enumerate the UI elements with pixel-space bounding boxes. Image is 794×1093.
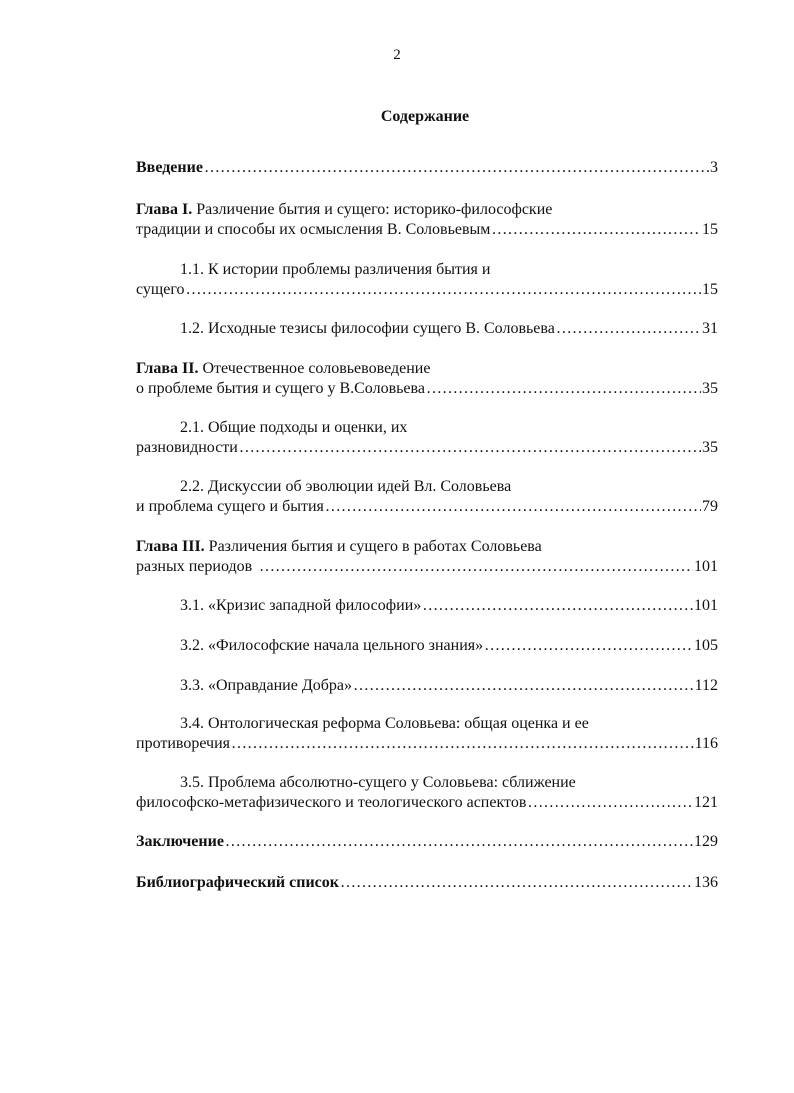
entry-page: 101	[694, 597, 718, 614]
entry-title-line1: 1.2. Исходные тезисы философии сущего В. Соловьева	[180, 320, 555, 337]
entry-page: 3	[710, 159, 718, 176]
entry-title-line2: противоречия	[136, 735, 231, 752]
entry-page: 31	[702, 320, 718, 337]
entry-title-line2: сущего	[136, 281, 185, 298]
entry-title-line2: традиции и способы их осмысления В. Соловьевым	[136, 221, 491, 238]
dot-leader	[259, 557, 693, 577]
toc-entry-section-3-2[interactable]	[136, 636, 718, 656]
dot-leader	[239, 438, 701, 458]
toc-entry-section-1-2[interactable]	[136, 319, 718, 339]
dot-leader	[422, 596, 693, 616]
entry-page: 79	[702, 498, 718, 515]
dot-leader	[325, 497, 701, 517]
entry-title-line1: Различение бытия и сущего: историко-философские	[196, 201, 553, 218]
toc-entry-introduction[interactable]	[136, 158, 718, 178]
dot-leader	[484, 636, 693, 656]
entry-title-line2: и проблема сущего и бытия	[136, 498, 324, 515]
toc-title: Содержание	[380, 108, 470, 125]
dot-leader	[353, 676, 694, 696]
entry-title-line2: разновидности	[136, 439, 238, 456]
dot-leader	[491, 220, 701, 240]
entry-page: 136	[694, 874, 718, 891]
entry-title-line1: 2.1. Общие подходы и оценки, их	[180, 419, 408, 436]
chapter-prefix: Глава I.	[136, 201, 193, 218]
chapter-prefix: Глава III.	[136, 538, 205, 555]
entry-page: 105	[694, 637, 718, 654]
entry-title-line2: о проблеме бытия и сущего у В.Соловьева	[136, 380, 425, 397]
entry-page: 15	[702, 221, 718, 238]
entry-label: Введение	[136, 159, 203, 176]
toc-entry-section-3-1[interactable]	[136, 596, 718, 616]
toc-entry-section-2-2[interactable]	[136, 477, 718, 517]
entry-title-line1: 3.3. «Оправдание Добра»	[180, 677, 352, 694]
entry-page: 101	[694, 558, 718, 575]
dot-leader	[527, 793, 693, 813]
toc-entry-conclusion[interactable]	[136, 832, 718, 852]
toc-entry-chapter-1[interactable]	[136, 200, 718, 240]
entry-title-line1: 1.1. К истории проблемы различения бытия и	[180, 261, 491, 278]
entry-title-line1: Отечественное соловьевоведение	[202, 360, 431, 377]
toc-entry-section-1-1[interactable]	[136, 260, 718, 300]
page-number: 2	[393, 47, 401, 63]
entry-title-line1: 3.4. Онтологическая реформа Соловьева: общая оценка и ее	[180, 715, 589, 732]
dot-leader	[556, 319, 701, 339]
entry-label: Библиографический список	[136, 874, 339, 891]
entry-title-line2: философско-метафизического и теологического аспектов	[136, 794, 527, 811]
entry-page: 15	[702, 281, 718, 298]
entry-title-line1: Различения бытия и сущего в работах Соловьева	[208, 538, 542, 555]
entry-title-line1: 3.1. «Кризис западной философии»	[180, 597, 422, 614]
toc-entry-bibliography[interactable]	[136, 873, 718, 893]
dot-leader	[225, 832, 693, 852]
dot-leader	[185, 280, 701, 300]
toc-entry-chapter-2[interactable]	[136, 359, 718, 399]
entry-page: 116	[694, 735, 718, 752]
toc-entry-section-3-3[interactable]	[136, 676, 718, 696]
toc-entry-section-2-1[interactable]	[136, 418, 718, 458]
dot-leader	[204, 158, 709, 178]
chapter-prefix: Глава II.	[136, 360, 199, 377]
entry-page: 121	[694, 794, 718, 811]
toc-entry-chapter-3[interactable]	[136, 537, 718, 577]
entry-page: 35	[702, 380, 718, 397]
entry-title-line2: разных периодов	[136, 558, 253, 575]
dot-leader	[340, 873, 693, 893]
dot-leader	[231, 734, 694, 754]
entry-title-line1: 3.2. «Философские начала цельного знания»	[180, 637, 484, 654]
toc-entry-section-3-4[interactable]	[136, 714, 718, 754]
toc-entry-section-3-5[interactable]	[136, 773, 718, 813]
entry-page: 129	[694, 833, 718, 850]
dot-leader	[426, 379, 701, 399]
entry-page: 112	[694, 677, 718, 694]
entry-title-line1: 2.2. Дискуссии об эволюции идей Вл. Соловьева	[180, 478, 512, 495]
entry-title-line1: 3.5. Проблема абсолютно-сущего у Соловьева: сближение	[180, 774, 576, 791]
entry-label: Заключение	[136, 833, 224, 850]
entry-page: 35	[702, 439, 718, 456]
